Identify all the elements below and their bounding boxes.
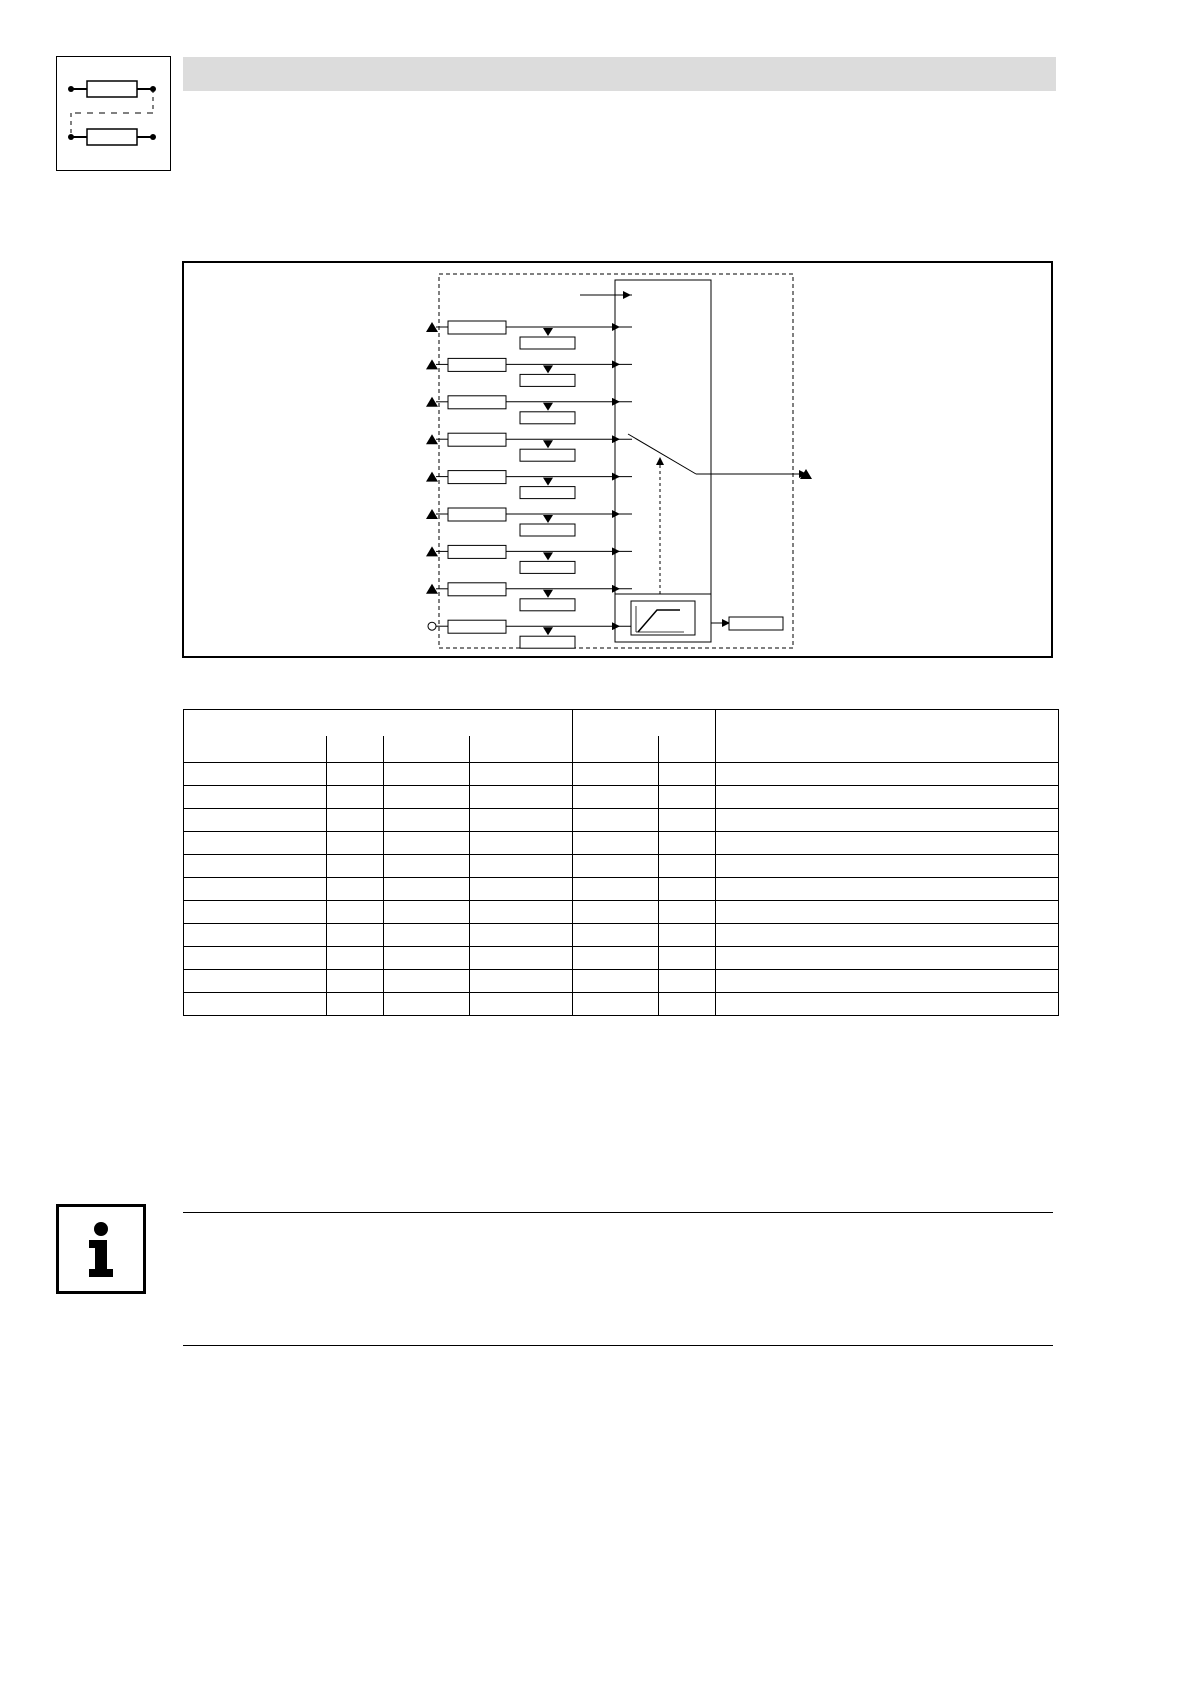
table-cell bbox=[184, 993, 327, 1016]
header-bar bbox=[183, 57, 1056, 91]
table-cell bbox=[659, 763, 716, 786]
function-block-diagram bbox=[182, 261, 1053, 658]
note-text bbox=[183, 1222, 1053, 1332]
table-cell bbox=[184, 786, 327, 809]
table-cell bbox=[184, 924, 327, 947]
table-row bbox=[184, 970, 1059, 993]
table-header-cell bbox=[716, 710, 1059, 763]
table-row bbox=[184, 993, 1059, 1016]
table-cell bbox=[384, 878, 470, 901]
table-cell bbox=[470, 993, 573, 1016]
table-cell bbox=[184, 855, 327, 878]
table-cell bbox=[716, 786, 1059, 809]
table-cell bbox=[716, 924, 1059, 947]
table-cell bbox=[384, 763, 470, 786]
table-cell bbox=[659, 878, 716, 901]
table-cell bbox=[327, 993, 384, 1016]
table-cell bbox=[384, 832, 470, 855]
table-row bbox=[184, 855, 1059, 878]
table-cell bbox=[573, 878, 659, 901]
table-cell bbox=[659, 855, 716, 878]
table-cell bbox=[184, 832, 327, 855]
table-cell bbox=[184, 878, 327, 901]
table-cell bbox=[573, 993, 659, 1016]
table-cell bbox=[384, 924, 470, 947]
table-cell bbox=[384, 809, 470, 832]
table-cell bbox=[184, 809, 327, 832]
function-block-chain-icon bbox=[57, 57, 170, 170]
table-cell bbox=[470, 901, 573, 924]
table-row bbox=[184, 878, 1059, 901]
table-cell bbox=[716, 878, 1059, 901]
table-cell bbox=[327, 947, 384, 970]
table-cell bbox=[716, 970, 1059, 993]
table-cell bbox=[384, 993, 470, 1016]
table-cell bbox=[327, 809, 384, 832]
table-cell bbox=[573, 763, 659, 786]
table-cell bbox=[716, 901, 1059, 924]
table-cell bbox=[470, 809, 573, 832]
table-cell bbox=[659, 809, 716, 832]
table-header-cell bbox=[573, 710, 716, 737]
table-cell bbox=[184, 947, 327, 970]
table-cell bbox=[659, 947, 716, 970]
table-cell bbox=[573, 947, 659, 970]
table-cell bbox=[716, 763, 1059, 786]
table-cell bbox=[184, 970, 327, 993]
parameter-table bbox=[183, 709, 1059, 1016]
info-icon bbox=[56, 1204, 146, 1294]
table-cell bbox=[470, 924, 573, 947]
table-cell bbox=[659, 970, 716, 993]
table-header-cell bbox=[184, 710, 573, 737]
table-subheader-cell bbox=[384, 736, 470, 763]
table-cell bbox=[716, 832, 1059, 855]
table-cell bbox=[573, 832, 659, 855]
table-cell bbox=[573, 970, 659, 993]
table-cell bbox=[573, 809, 659, 832]
table-cell bbox=[327, 970, 384, 993]
table-cell bbox=[716, 993, 1059, 1016]
table-cell bbox=[470, 855, 573, 878]
table-cell bbox=[184, 901, 327, 924]
table-header-row bbox=[184, 710, 1059, 737]
table-cell bbox=[573, 924, 659, 947]
table-cell bbox=[384, 970, 470, 993]
table-cell bbox=[573, 855, 659, 878]
table-cell bbox=[659, 924, 716, 947]
table-row bbox=[184, 832, 1059, 855]
table-subheader-cell bbox=[470, 736, 573, 763]
table-cell bbox=[470, 947, 573, 970]
table-cell bbox=[716, 947, 1059, 970]
table-cell bbox=[659, 901, 716, 924]
table-row bbox=[184, 947, 1059, 970]
table-row bbox=[184, 763, 1059, 786]
table-row bbox=[184, 924, 1059, 947]
table-cell bbox=[573, 901, 659, 924]
table-row bbox=[184, 786, 1059, 809]
table-cell bbox=[327, 832, 384, 855]
table-cell bbox=[384, 786, 470, 809]
table-subheader-cell bbox=[327, 736, 384, 763]
note-bottom-rule bbox=[183, 1345, 1053, 1346]
table-cell bbox=[470, 832, 573, 855]
table-cell bbox=[716, 809, 1059, 832]
table-cell bbox=[384, 855, 470, 878]
table-cell bbox=[327, 878, 384, 901]
table-cell bbox=[659, 832, 716, 855]
table-cell bbox=[327, 901, 384, 924]
note-top-rule bbox=[183, 1212, 1053, 1213]
table-cell bbox=[716, 855, 1059, 878]
table-cell bbox=[184, 763, 327, 786]
table-cell bbox=[470, 970, 573, 993]
table-cell bbox=[327, 855, 384, 878]
table-cell bbox=[384, 947, 470, 970]
table-cell bbox=[470, 878, 573, 901]
table-row bbox=[184, 901, 1059, 924]
table-cell bbox=[327, 924, 384, 947]
table-cell bbox=[659, 786, 716, 809]
table-row bbox=[184, 809, 1059, 832]
table-subheader-cell bbox=[184, 736, 327, 763]
table-cell bbox=[384, 901, 470, 924]
table-cell bbox=[327, 786, 384, 809]
table-cell bbox=[659, 993, 716, 1016]
table-subheader-cell bbox=[573, 736, 659, 763]
chapter-icon bbox=[56, 56, 171, 171]
table-cell bbox=[470, 763, 573, 786]
table-cell bbox=[573, 786, 659, 809]
table-subheader-cell bbox=[659, 736, 716, 763]
table-cell bbox=[327, 763, 384, 786]
table-cell bbox=[470, 786, 573, 809]
